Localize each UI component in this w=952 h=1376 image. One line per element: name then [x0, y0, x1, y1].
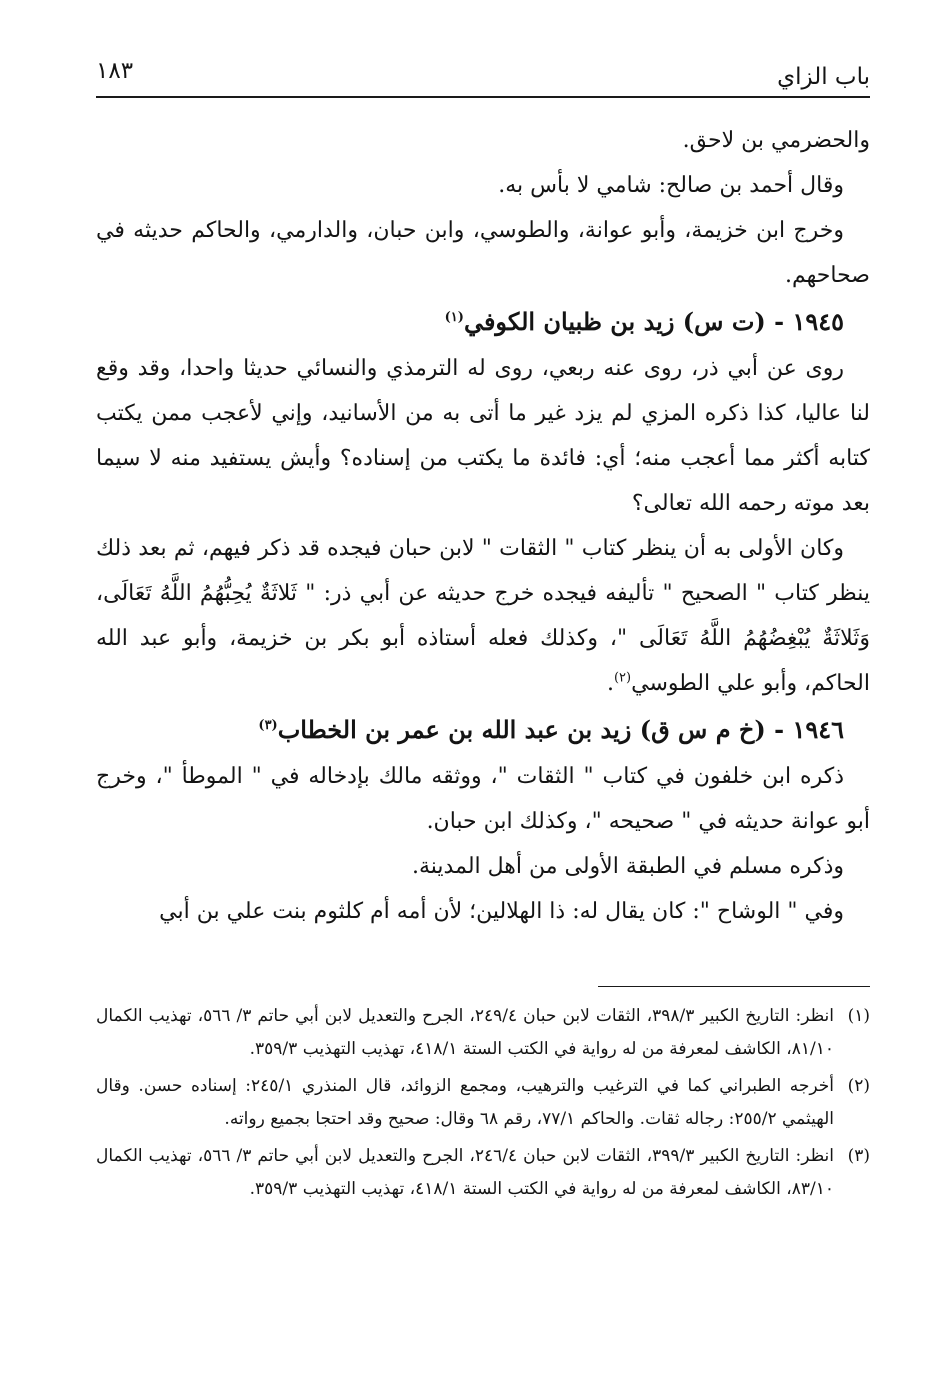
paragraph: ذكره ابن خلفون في كتاب " الثقات "، ووثقه مالك بإدخاله في " الموطأ "، وخرج أبو عوانة حديثه في " صحيحه "، وكذلك ابن حبان. — [96, 764, 870, 834]
paragraph: روى عن أبي ذر، روى عنه ربعي، روى له الترمذي والنسائي حديثا واحدا، وقد وقع لنا عاليا، كذا ذكره المزي لم يزد غير ما أتى به من الأسانيد، وإني لأعجب ممن يكتب كتابه أكثر مما أعجب منه؛ أي: فائدة ما يكتب من إسناده؟ وأيش يستفيد منه لا سيما بعد موته رحمه الله تعالى؟ — [96, 356, 870, 516]
footnote-text: انظر: التاريخ الكبير ٣٩٨/٣، الثقات لابن حبان ٢٤٩/٤، الجرح والتعديل لابن أبي حاتم ٣/ ٥٦٦، تهذيب الكمال ٨١/١٠، الكاشف لمعرفة من له رواية في الكتب الستة ٤١٨/١، تهذيب التهذيب ٣٥٩/٣. — [96, 1006, 834, 1059]
footnote-3 — [96, 1140, 870, 1206]
footnote-text: أخرجه الطبراني كما في الترغيب والترهيب، ومجمع الزوائد، قال المنذري ٢٤٥/١: إسناده حسن. وقال الهيثمي ٢٥٥/٢: رجاله ثقات. والحاكم ٧٧/١، رقم ٦٨ وقال: صحيح وقد احتجا بجميع رواته. — [96, 1076, 834, 1129]
page-header — [96, 52, 870, 92]
footnotes — [96, 1000, 870, 1210]
entry-title: ١٩٤٥ - (ت س) زيد بن ظبيان الكوفي — [463, 307, 844, 336]
footnote-number: (٢) — [847, 1076, 870, 1096]
header-rule — [96, 96, 870, 98]
footnote-rule — [598, 986, 870, 987]
paragraph — [96, 526, 870, 706]
paragraph: والحضرمي بن لاحق. — [682, 128, 870, 153]
footnote-number: (١) — [847, 1006, 870, 1026]
paragraph: وقال أحمد بن صالح: شامي لا بأس به. — [498, 173, 844, 198]
main-text — [96, 118, 870, 934]
footnote-marker: (١) — [444, 310, 464, 325]
footnote-marker: (٢) — [613, 670, 632, 686]
paragraph-text: وكان الأولى به أن ينظر كتاب " الثقات " لابن حبان فيجده قد ذكر فيهم، ثم بعد ذلك ينظر كتاب " الصحيح " تأليفه فيجده خرج حديثه عن أبي ذر: " ثَلاثَةٌ يُحِبُّهُمُ اللَّهُ تَعَالَى، وَثَلاثَةٌ يُبْغِضُهُمُ اللَّهُ تَعَالَى "، وكذلك فعله أستاذه أبو بكر بن خزيمة، وأبو عبد الله الحاكم، وأبو علي الطوسي — [96, 536, 870, 696]
entry-heading-1946 — [96, 706, 870, 754]
paragraph-end: . — [606, 671, 614, 696]
chapter-title: باب الزاي — [777, 64, 870, 90]
paragraph: وفي " الوشاح ": كان يقال له: ذا الهلالين؛ لأن أمه أم كلثوم بنت علي بن أبي — [159, 899, 844, 924]
footnote-2 — [96, 1070, 870, 1136]
paragraph: وذكره مسلم في الطبقة الأولى من أهل المدينة. — [412, 854, 844, 879]
entry-title: ١٩٤٦ - (خ م س ق) زيد بن عبد الله بن عمر بن الخطاب — [277, 715, 844, 744]
footnote-1 — [96, 1000, 870, 1066]
footnote-number: (٣) — [847, 1146, 870, 1166]
paragraph: وخرج ابن خزيمة، وأبو عوانة، والطوسي، وابن حبان، والدارمي، والحاكم حديثه في صحاحهم. — [96, 218, 870, 288]
entry-heading-1945 — [96, 298, 870, 346]
footnote-marker: (٣) — [258, 718, 278, 733]
page-number: ١٨٣ — [96, 58, 134, 84]
footnote-text: انظر: التاريخ الكبير ٣٩٩/٣، الثقات لابن حبان ٢٤٦/٤، الجرح والتعديل لابن أبي حاتم ٣/ ٥٦٦، تهذيب الكمال ٨٣/١٠، الكاشف لمعرفة من له رواية في الكتب الستة ٤١٨/١، تهذيب التهذيب ٣٥٩/٣. — [96, 1146, 834, 1199]
